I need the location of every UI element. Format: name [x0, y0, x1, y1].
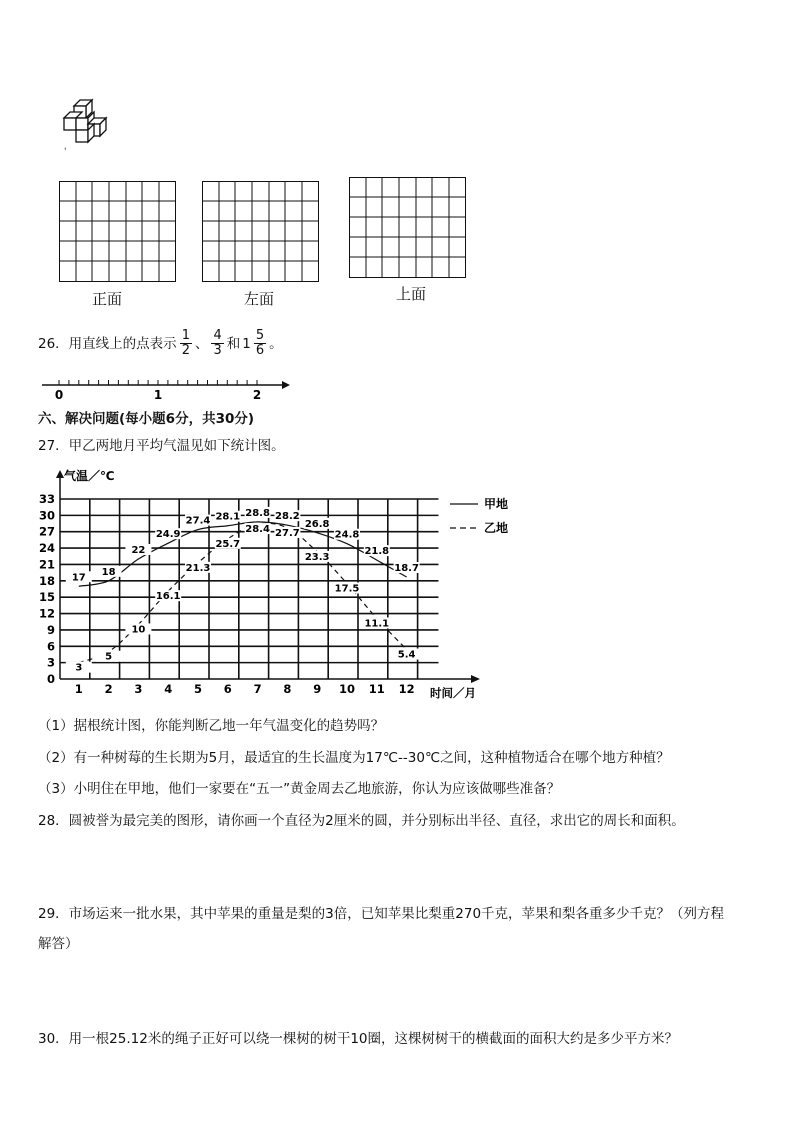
- y-tick-label: 27: [38, 524, 55, 539]
- data-label-jia: 28.1: [215, 511, 241, 523]
- data-label-yi: 23.3: [304, 551, 330, 563]
- left-view-label: 左面: [244, 290, 275, 308]
- x-tick-label: 4: [164, 682, 173, 696]
- data-label-jia: 22: [131, 545, 146, 556]
- data-label-jia: 21.8: [364, 546, 390, 558]
- y-axis-arrow: [56, 470, 64, 478]
- data-label-jia: 28.8: [245, 507, 270, 519]
- y-tick-label: 18: [38, 573, 55, 588]
- svg-text:': ': [64, 147, 67, 157]
- question-29-line2: 解答）: [38, 936, 79, 952]
- data-label-jia: 26.8: [304, 518, 330, 530]
- data-label-yi: 25.7: [215, 538, 241, 550]
- legend-jia-label: 甲地: [484, 497, 509, 511]
- data-label-yi: 16.1: [155, 591, 181, 603]
- question-27-sub2: （2）有一种树莓的生长期为5月，最适宜的生长温度为17℃--30℃之间，这种植物适合在哪个地方种植？: [38, 750, 670, 766]
- top-view-label: 上面: [396, 285, 427, 303]
- x-tick-label: 11: [368, 682, 385, 696]
- y-tick-label: 0: [46, 672, 55, 686]
- y-tick-label: 3: [46, 655, 55, 670]
- y-tick-label: 6: [46, 639, 55, 654]
- data-label-yi: 21.3: [185, 562, 211, 574]
- data-label-yi: 5.4: [397, 649, 416, 661]
- data-label-jia: 28.2: [275, 511, 300, 523]
- x-tick-label: 7: [253, 682, 262, 696]
- question-27-sub1: （1）据根统计图，你能判断乙地一年气温变化的趋势吗？: [38, 718, 385, 734]
- fraction-5-6: $\frac{5}{6}$: [255, 328, 265, 358]
- y-tick-label: 15: [38, 590, 55, 605]
- x-tick-label: 2: [104, 682, 113, 696]
- left-view-grid[interactable]: [202, 181, 320, 283]
- question-30: 30．用一根25.12米的绳子正好可以绕一棵树的树干10圈，这棵树树干的横截面的面积大约是多少平方米？: [38, 1031, 679, 1047]
- question-27-stem: 27．甲乙两地月平均气温见如下统计图。: [38, 438, 285, 454]
- x-tick-label: 8: [283, 682, 292, 696]
- data-label-yi: 11.1: [364, 618, 390, 630]
- section-heading: 六、解决问题(每小题6分，共30分): [38, 411, 255, 427]
- data-label-jia: 18.7: [394, 563, 419, 574]
- data-label-yi: 10: [131, 624, 146, 636]
- x-tick-label: 9: [313, 682, 322, 696]
- number-line[interactable]: [40, 376, 296, 402]
- data-label-jia: 24.9: [155, 529, 181, 541]
- question-29-line1: 29．市场运来一批水果，其中苹果的重量是梨的3倍，已知苹果比梨重270千克，苹果和梨各重多少千克？（列方程: [38, 906, 725, 922]
- legend-yi-label: 乙地: [484, 521, 509, 535]
- data-label-yi: 3: [75, 662, 83, 674]
- number-line-label-0: 0: [54, 388, 64, 402]
- y-axis-title: 气温／℃: [64, 469, 115, 483]
- question-27-sub3: （3）小明住在甲地，他们一家要在“五一”黄金周去乙地旅游，你认为应该做哪些准备？: [38, 781, 561, 797]
- x-tick-label: 12: [398, 682, 415, 696]
- y-tick-label: 30: [38, 508, 55, 523]
- chart-legend: [448, 494, 528, 540]
- x-tick-label: 10: [338, 682, 356, 696]
- fraction-1-2: $\frac{1}{2}$: [181, 328, 190, 358]
- data-label-yi: 17.5: [334, 583, 360, 595]
- data-label-yi: 28.4: [245, 524, 270, 536]
- question-26: 26．用直线上的点表示 $\frac{1}{2}$ 、 $\frac{4}{3}$ 和 1 $\frac{5}{6}$ 。: [38, 328, 283, 358]
- x-tick-label: 3: [134, 682, 143, 696]
- data-label-jia: 18: [101, 566, 116, 578]
- data-label-jia: 27.4: [185, 515, 211, 527]
- cube-figure: [58, 98, 128, 158]
- x-tick-label: 6: [223, 682, 232, 696]
- number-line-label-2: 2: [252, 388, 262, 402]
- question-28: 28．圆被誉为最完美的图形，请你画一个直径为2厘米的圆，并分别标出半径、直径，求出它的周长和面积。: [38, 813, 685, 829]
- y-tick-label: 24: [38, 541, 55, 556]
- y-tick-label: 33: [38, 492, 55, 506]
- data-label-yi: 5: [105, 651, 113, 663]
- front-view-label: 正面: [92, 290, 123, 308]
- x-axis-title: 时间／月: [430, 686, 476, 700]
- data-label-jia: 17: [71, 572, 86, 584]
- q26-prefix: 26．用直线上的点表示: [38, 335, 177, 352]
- number-line-label-1: 1: [153, 388, 163, 402]
- top-view-grid[interactable]: [349, 177, 467, 279]
- fraction-4-3: $\frac{4}{3}$: [213, 328, 222, 358]
- front-view-grid[interactable]: [59, 181, 177, 283]
- y-tick-label: 9: [46, 622, 55, 637]
- data-label-jia: 24.8: [334, 529, 360, 541]
- y-tick-label: 12: [38, 606, 55, 621]
- x-tick-label: 1: [74, 682, 83, 696]
- y-tick-label: 21: [38, 557, 55, 572]
- x-axis-arrow: [471, 675, 480, 683]
- data-label-yi: 27.7: [275, 527, 300, 539]
- mixed-whole: 1: [242, 335, 251, 352]
- x-tick-label: 5: [193, 682, 203, 696]
